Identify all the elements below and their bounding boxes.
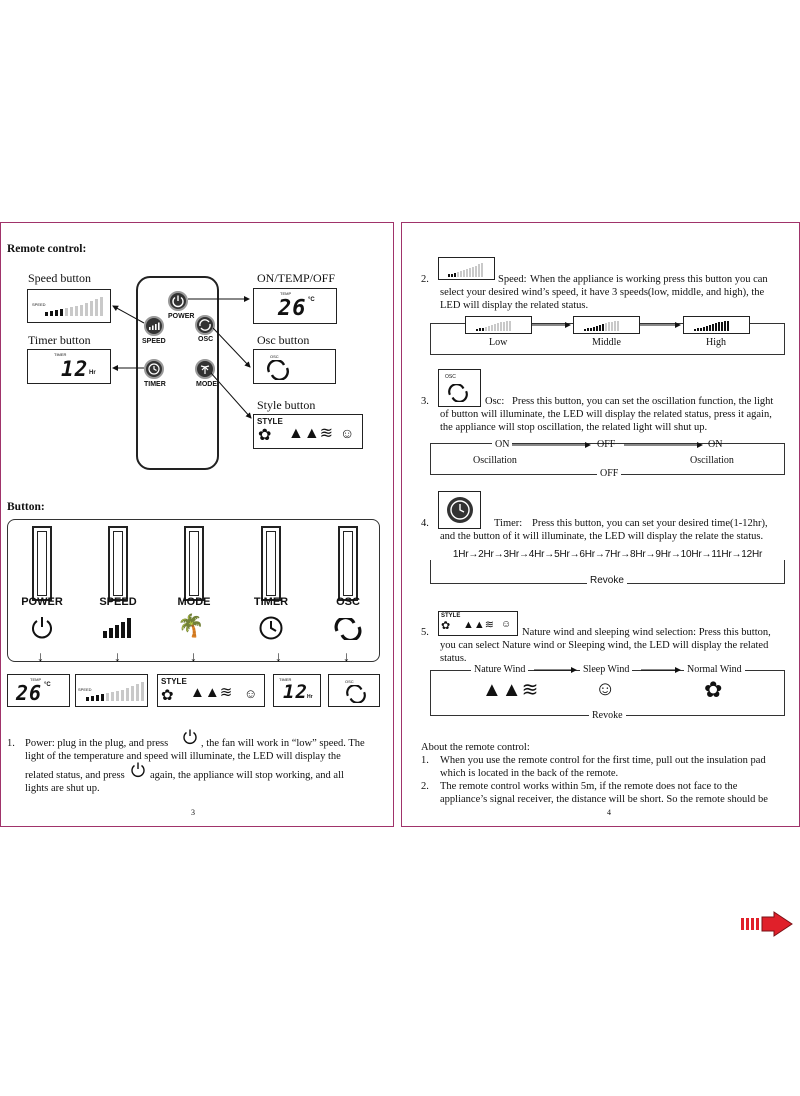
panel-timer-slot (261, 526, 281, 601)
osc-on-1: ON (492, 439, 512, 450)
temp-lcd-small-label: TEMP (30, 677, 42, 682)
temp-lcd-small-value: 26 (16, 681, 43, 705)
panel-speed-label: SPEED (99, 596, 137, 608)
about-item2-line1: The remote control works within 5m, if the remote does not face to the (440, 781, 738, 792)
temp-lcd-small (7, 674, 70, 707)
speed-lcd-small (75, 674, 148, 707)
down-arrow-icon: ↓ (114, 650, 121, 665)
panel-power-label: POWER (21, 596, 63, 608)
item3-text1: Press this button, you can set the oscillation function, the light (512, 396, 774, 407)
osc-lcd-small (328, 674, 380, 707)
remote-control-title: Remote control: (7, 243, 87, 255)
osc-lcd-small-label: OSC (345, 679, 354, 684)
remote-mode-label: MODE (196, 381, 217, 388)
panel-speed-button[interactable] (102, 617, 134, 639)
sleep-face-icon: ☺ (244, 686, 258, 701)
timer-lcd-small-unit: Hr (307, 694, 313, 700)
item1-line3a: related status, and press (25, 770, 125, 781)
style-lcd-small (157, 674, 265, 707)
item2-text3: LED will display the related status. (440, 300, 589, 311)
about-title: About the remote control: (421, 742, 530, 753)
about-item1-line2: which is located in the back of the remote. (440, 768, 619, 779)
trees-wind-icon: ▲▲≋ (190, 685, 233, 701)
osc-oscillation-2: Oscillation (690, 455, 734, 466)
item5-text1: Nature wind and sleeping wind selection: Press this button, (522, 627, 771, 638)
oscillation-icon (266, 360, 290, 380)
about-item1-line1: When you use the remote control for the first time, pull out the insulation pad (440, 755, 766, 766)
style-lcd (253, 414, 363, 449)
temp-lcd-unit: °C (308, 297, 315, 303)
speed-lcd-label: SPEED (32, 302, 46, 307)
timer-sequence: 1Hr→2Hr→3Hr→4Hr→5Hr→6Hr→7Hr→8Hr→9Hr→10Hr→11Hr→12Hr (430, 549, 785, 560)
timer-lcd-small-value: 12 (283, 681, 308, 703)
timer-lcd-value: 12 (61, 357, 89, 381)
item3-text3: the appliance will stop oscillation, the related light will shut up. (440, 422, 708, 433)
fan-flower-icon: ✿ (258, 427, 272, 444)
sleep-face-icon: ☺ (340, 427, 355, 442)
style-lcd-inline-label: STYLE (441, 613, 461, 619)
item2-text2: select your desired wind’s speed, it have 3 speeds(low, middle, and high), the (440, 287, 765, 298)
remote-osc-label: OSC (198, 336, 214, 343)
panel-osc-button[interactable] (334, 618, 362, 640)
nature-wind-label: Nature Wind (471, 664, 528, 675)
osc-oscillation-1: Oscillation (473, 455, 517, 466)
speed-high-label: High (706, 337, 726, 348)
right-page (401, 222, 800, 827)
fan-flower-icon: ✿ (704, 677, 723, 702)
item1-line1a: Power: plug in the plug, and press (25, 738, 169, 749)
item1-line1b: , the fan will work in “low” speed. The (201, 738, 365, 749)
item2-number: 2. (421, 274, 429, 285)
page-number-right: 4 (607, 808, 611, 817)
about-item2-line2: appliance’s signal receiver, the distance will be short. So the remote should be (440, 794, 768, 805)
down-arrow-icon: ↓ (343, 650, 350, 665)
temp-lcd-value: 26 (278, 296, 307, 321)
item1-line4: lights are shut up. (25, 783, 100, 794)
style-button-label: Style button (257, 398, 316, 412)
osc-button-label: Osc button (257, 333, 310, 347)
item1-number: 1. (7, 738, 15, 749)
item1-line2: light of the temperature and speed will illuminate, the LED will display the (25, 751, 341, 762)
osc-lcd-inline-label: OSC (445, 374, 456, 380)
timer-revoke: Revoke (587, 575, 627, 586)
trees-wind-icon: ▲▲≋ (288, 425, 334, 442)
osc-off-2: OFF (597, 468, 621, 479)
down-arrow-icon: ↓ (190, 650, 197, 665)
timer-button-label: Timer button (28, 333, 91, 347)
style-lcd-label: STYLE (257, 417, 283, 426)
trees-wind-icon: ▲▲≋ (482, 679, 539, 701)
down-arrow-icon: ↓ (275, 650, 282, 665)
item5-text2: you can select Nature wind or Sleeping wind, the LED will display the related (440, 640, 769, 651)
remote-power-label: POWER (168, 313, 195, 320)
panel-timer-label: TIMER (253, 596, 289, 608)
temp-lcd-label: TEMP (280, 291, 292, 296)
next-page-arrow-icon[interactable] (740, 910, 794, 938)
item3-number: 3. (421, 396, 429, 407)
trees-wind-icon: ▲▲≋ (463, 619, 494, 631)
power-icon (129, 761, 147, 779)
button-section-title: Button: (7, 501, 45, 513)
item5-number: 5. (421, 627, 429, 638)
remote-timer-label: TIMER (144, 381, 166, 388)
remote-speed-label: SPEED (142, 338, 166, 345)
temp-lcd (253, 288, 337, 324)
osc-off-1: OFF (597, 439, 616, 450)
fan-flower-icon: ✿ (161, 688, 174, 704)
sleep-face-icon: ☺ (501, 619, 512, 630)
timer-lcd-small (273, 674, 321, 707)
timer-lcd-small-label: TIMER (279, 677, 292, 682)
about-item1-number: 1. (421, 755, 429, 766)
item4-text2: and the button of it will illuminate, the LED will display the relate the status. (440, 531, 764, 542)
item4-text1: Press this button, you can set your desired time(1-12hr), (532, 518, 768, 529)
item2-text1: When the appliance is working press this button you can (530, 274, 768, 285)
speed-bars (86, 681, 144, 701)
item4-number: 4. (421, 518, 429, 529)
speed-button-label: Speed button (28, 271, 91, 285)
item3-label: Osc: (485, 396, 505, 407)
wind-revoke: Revoke (589, 710, 626, 721)
down-arrow-icon: ↓ (37, 650, 44, 665)
panel-power-slot (32, 526, 52, 601)
item1-line3b: again, the appliance will stop working, and all (150, 770, 344, 781)
panel-osc-label: OSC (336, 596, 360, 608)
item3-text2: of button will illuminate, the LED will display the related status, press it again, (440, 409, 772, 420)
panel-mode-label: MODE (177, 596, 211, 608)
sleep-face-icon: ☺ (595, 678, 616, 700)
power-button-label: ON/TEMP/OFF (257, 271, 336, 285)
wind-cycle-arrows (402, 223, 800, 723)
osc-lcd-label: OSC (270, 354, 279, 359)
fan-flower-icon: ✿ (441, 620, 451, 632)
timer-lcd-unit: Hr (89, 370, 96, 376)
item4-label: Timer: (494, 518, 523, 529)
speed-low-label: Low (489, 337, 508, 348)
panel-timer-button[interactable] (258, 615, 284, 641)
panel-speed-slot (108, 526, 128, 601)
item2-label: Speed: (498, 274, 527, 285)
temp-lcd-small-unit: °C (44, 682, 51, 688)
normal-wind-label: Normal Wind (684, 664, 745, 675)
timer-lcd-label: TIMER (54, 352, 67, 357)
panel-mode-slot (184, 526, 204, 601)
page-number-left: 3 (191, 808, 195, 817)
sleep-wind-label: Sleep Wind (580, 664, 632, 675)
panel-power-button[interactable] (29, 615, 55, 641)
osc-lcd (253, 349, 336, 384)
panel-mode-button[interactable]: 🌴 (177, 613, 205, 638)
panel-osc-slot (338, 526, 358, 601)
style-lcd-small-label: STYLE (161, 677, 187, 686)
oscillation-icon (345, 685, 367, 703)
speed-middle-label: Middle (592, 337, 621, 348)
about-item2-number: 2. (421, 781, 429, 792)
left-page (0, 222, 394, 827)
speed-lcd-small-label: SPEED (78, 687, 92, 692)
power-icon (181, 728, 199, 746)
item5-text3: status. (440, 653, 467, 664)
osc-on-2: ON (708, 439, 723, 450)
